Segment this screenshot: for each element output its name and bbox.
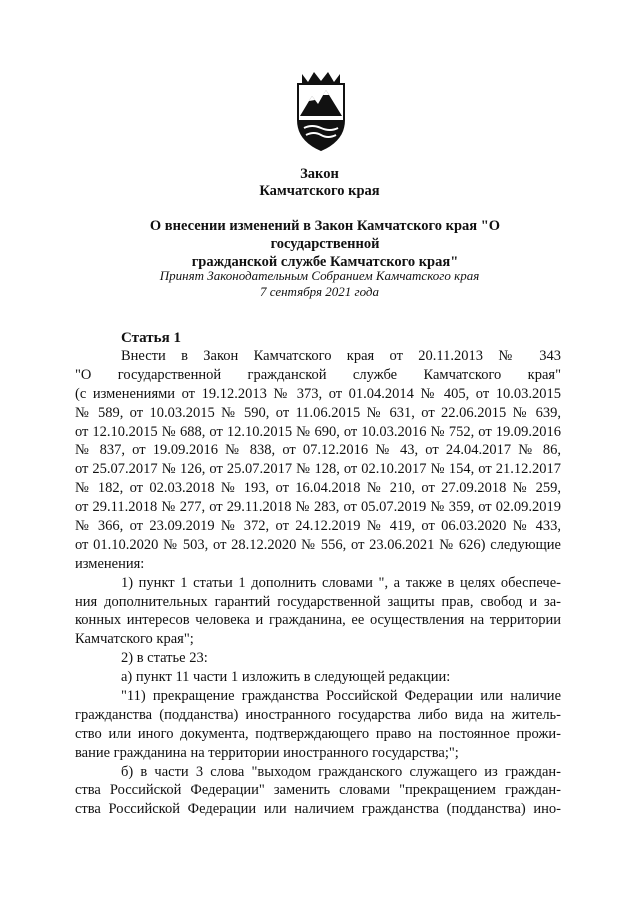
article-body <box>75 329 561 819</box>
text-line: Камчатского края"; <box>75 631 194 648</box>
article-heading: Статья 1 <box>121 330 181 346</box>
text-line: ния дополнительных гарантий государственной защиты прав, свобод и за- <box>75 593 561 610</box>
text-line: "О государственной гражданской службе Камчатского края" <box>75 366 561 383</box>
law-title: Закон <box>300 166 339 182</box>
law-subject <box>100 217 550 271</box>
text-line: Внести в Закон Камчатского края от 20.11.2013 № 343 <box>121 348 561 364</box>
text-line: ства Российской Федерации" заменить словами "прекращением граждан- <box>75 782 561 799</box>
text-line: № 589, от 10.03.2015 № 590, от 11.06.2015 № 631, от 22.06.2015 № 639, <box>75 404 561 421</box>
adoption-body: Принят Законодательным Собранием Камчатского края <box>159 268 480 283</box>
text-line: вание гражданина на территории иностранного государства;"; <box>75 744 459 761</box>
text-line: "11) прекращение гражданства Российской Федерации или наличие <box>121 688 561 705</box>
text-line: № 182, от 02.03.2018 № 193, от 16.04.2018 № 210, от 27.09.2018 № 259, <box>75 480 561 497</box>
text-line: а) пункт 11 части 1 изложить в следующей редакции: <box>121 669 451 686</box>
text-line: гражданства (подданства) иностранного государства либо вида на житель- <box>75 706 561 723</box>
text-line: (с изменениями от 19.12.2013 № 373, от 01.04.2014 № 405, от 10.03.2015 <box>75 385 561 402</box>
law-subject-line: гражданской службе Камчатского края" <box>191 254 459 270</box>
text-line: № 366, от 23.09.2019 № 372, от 24.12.2019 № 419, от 06.03.2020 № 433, <box>75 518 561 535</box>
text-line: от 29.11.2018 № 277, от 29.11.2018 № 283, от 05.07.2019 № 359, от 02.09.2019 <box>75 499 561 516</box>
text-line: изменения: <box>75 555 145 572</box>
law-region: Камчатского края <box>259 183 380 199</box>
text-line: конных интересов человека и гражданина, ее осуществления на территории <box>75 612 561 629</box>
text-line: от 25.07.2017 № 126, от 25.07.2017 № 128, от 02.10.2017 № 154, от 21.12.2017 <box>75 461 561 478</box>
kamchatka-coat-of-arms-icon <box>292 70 350 152</box>
text-line: 2) в статье 23: <box>121 650 208 667</box>
text-line: ства Российской Федерации или наличием гражданства (подданства) ино- <box>75 801 561 818</box>
text-line: № 837, от 19.09.2016 № 838, от 07.12.2016 № 43, от 24.04.2017 № 86, <box>75 442 561 459</box>
law-subject-line: О внесении изменений в Закон Камчатского края "О государственной <box>149 218 501 252</box>
text-line: ство или иного документа, подтверждающего право на постоянное прожи- <box>75 725 561 742</box>
text-line: 1) пункт 1 статьи 1 дополнить словами ", а также в целях обеспече- <box>121 574 561 591</box>
text-line: от 12.10.2015 № 688, от 12.10.2015 № 690, от 10.03.2016 № 752, от 19.09.2016 <box>75 423 561 440</box>
adoption-note <box>0 268 639 300</box>
adoption-date: 7 сентября 2021 года <box>259 284 380 299</box>
text-line: от 01.10.2020 № 503, от 28.12.2020 № 556, от 23.06.2021 № 626) следующие <box>75 536 561 553</box>
text-line: б) в части 3 слова "выходом гражданского служащего из граждан- <box>121 763 561 780</box>
